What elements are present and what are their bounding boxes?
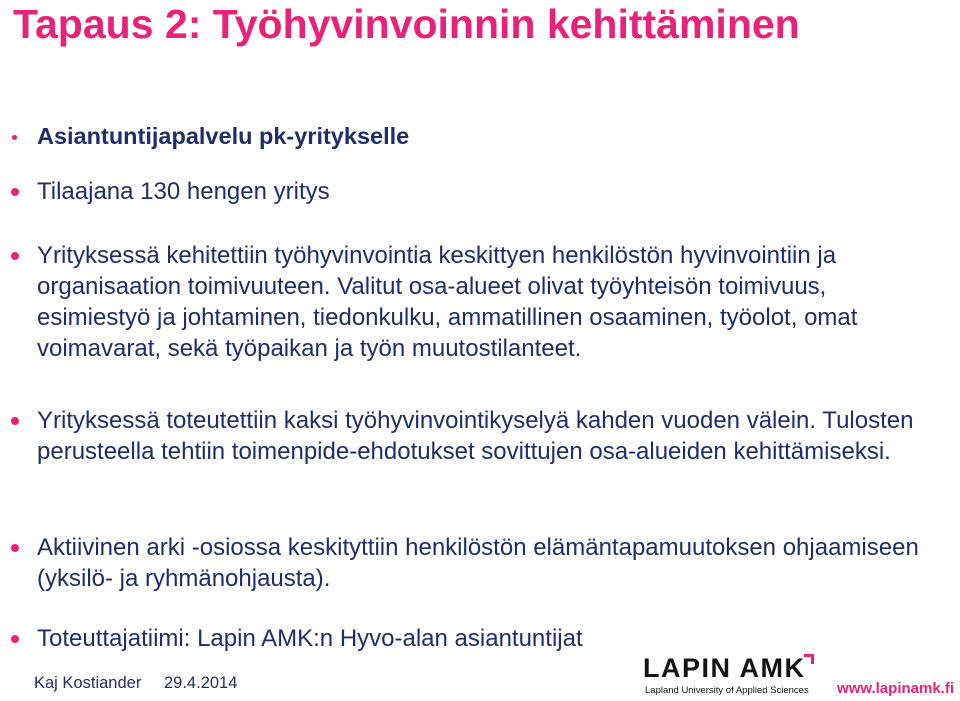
logo-name: LAPIN AMK [643,653,806,683]
footer-url: www.lapinamk.fi [837,680,954,697]
bullet-dot-icon [11,635,19,643]
footer-date: 29.4.2014 [164,674,238,692]
bullet-text: Yrityksessä kehitettiin työhyvinvointia keskittyen henkilöstön hyvinvointiin ja organisaation toimivuuteen. Valitut osa-alueet olivat työyhteisön toimivuus, esimiestyö ja johtaminen, tiedonkulku, ammatillinen osaaminen, työolot, omat voimavarat, sekä työpaikan ja työn muutostilanteet. [37,242,858,362]
bullet-dot-icon [11,188,19,196]
logo-subtitle: Lapland University of Applied Sciences [645,685,809,696]
bullet-text: Asiantuntijapalvelu pk-yritykselle [37,123,410,149]
bullet-text: Toteuttajatiimi: Lapin AMK:n Hyvo-alan asiantuntijat [37,625,583,652]
bullet-dot-icon [11,252,19,260]
logo-corner-icon [804,654,814,664]
footer-author: Kaj Kostiander [34,674,142,692]
bullet-text: Aktiivinen arki -osiossa keskityttiin henkilöstön elämäntapamuutoksen ohjaamiseen (yksilö- ja ryhmänohjausta). [37,534,919,592]
bullet-text: Tilaajana 130 hengen yritys [37,178,330,205]
bullet-dot-icon [12,135,17,140]
bullet-dot-icon [11,544,19,552]
lapin-amk-logo [640,655,820,697]
bullet-text: Yrityksessä toteutettiin kaksi työhyvinvointikyselyä kahden vuoden välein. Tulosten perusteella tehtiin toimenpide-ehdotukset sovittujen osa-alueiden kehittämiseksi. [37,407,914,465]
bullet-dot-icon [11,417,19,425]
slide-title: Tapaus 2: Työhyvinvoinnin kehittäminen [13,1,800,47]
